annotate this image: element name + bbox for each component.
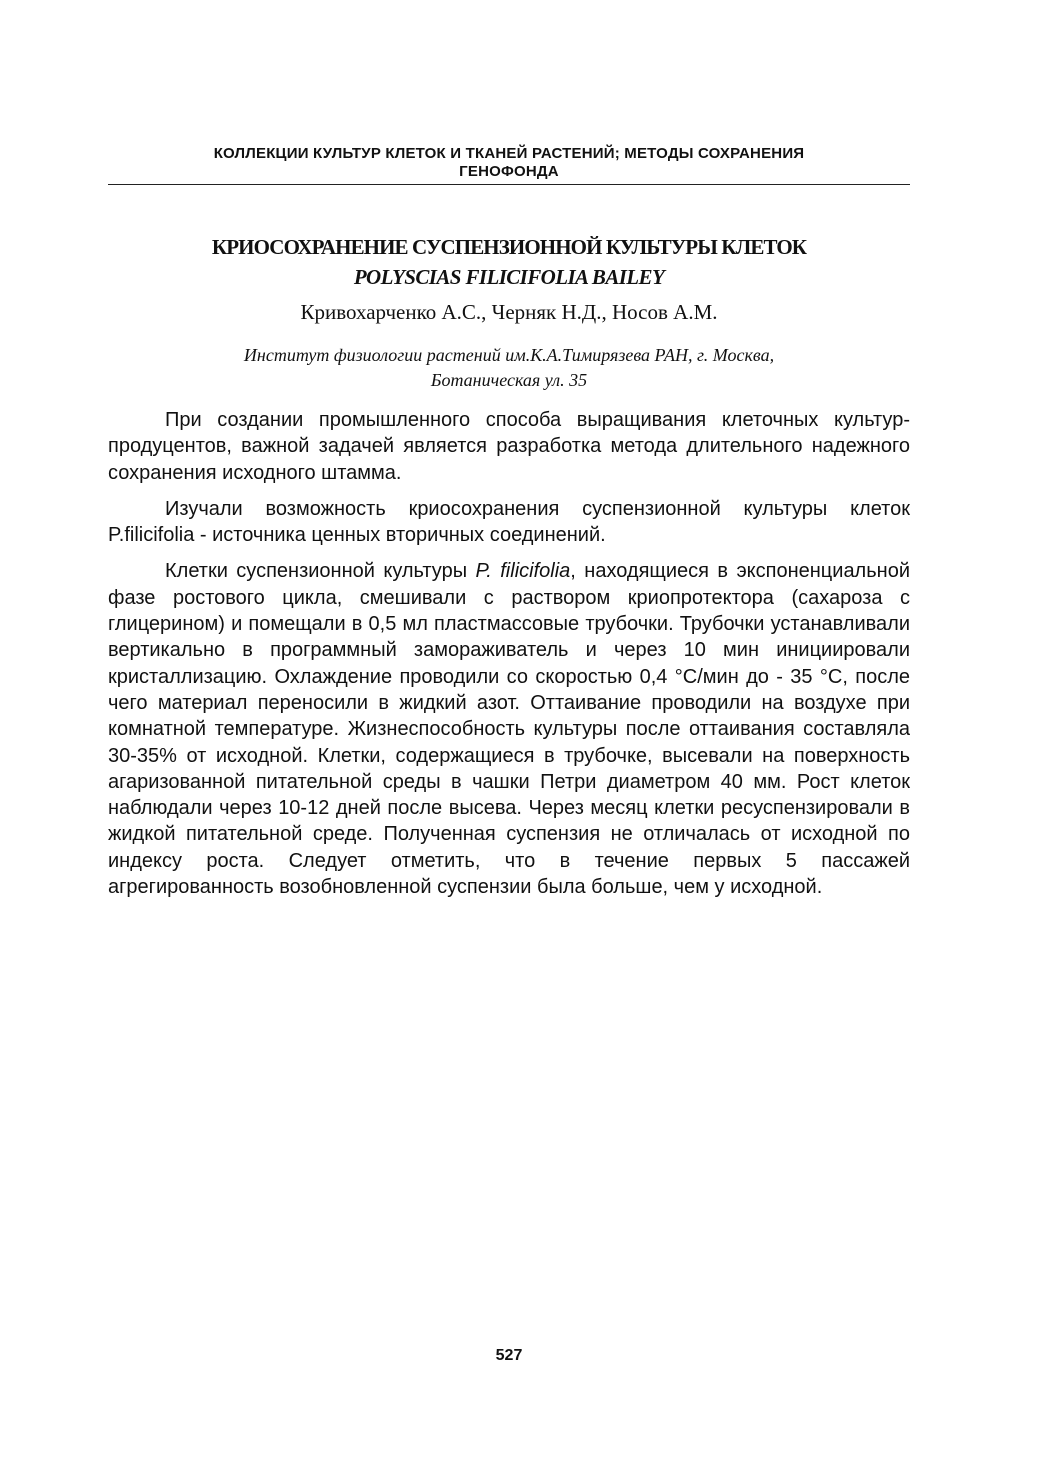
affiliation: [108, 343, 910, 393]
paragraph-3: [108, 558, 910, 900]
paragraph-3-start: Клетки суспензионной культуры: [165, 560, 476, 583]
paragraph-2: Изучали возможность криосохранения суспензионной культуры клеток P.filicifolia - источника ценных вторичных соединений.: [108, 497, 910, 547]
running-header-line-2: ГЕНОФОНДА: [459, 163, 559, 180]
title-main: КРИОСОХРАНЕНИЕ СУСПЕНЗИОННОЙ КУЛЬТУРЫ КЛЕТОК: [211, 235, 807, 259]
authors: Кривохарченко А.С., Черняк Н.Д., Носов А.М.: [300, 300, 718, 324]
header-divider: [108, 184, 910, 185]
paragraph-3-rest: , находящиеся в экспоненциальной фазе ростового цикла, смешивали с раствором криопротектора (сахароза с глицерином) и помещали в 0,5 мл пластмассовые трубочки. Трубочки устанавливали вертикально в программный замораживатель и через 10 мин инициировали кристаллизацию. Охлаждение проводили со скоростью 0,4 °С/мин до - 35 °С, после чего материал переносили в жидкий азот. Оттаивание проводили на воздухе при комнатной температуре. Жизнеспособность культуры после оттаивания составляла 30-35% от исходной. Клетки, содержащиеся в трубочке, высевали на поверхность агаризованной питательной среды в чашки Петри диаметром 40 мм. Рост клеток наблюдали через 10-12 дней после высева. Через месяц клетки ресуспензировали в жидкой питательной среде. Полученная суспензия не отличалась от исходной по индексу роста. Следует отметить, что в течение первых 5 пассажей агрегированность возобновленной суспензии была больше, чем у исходной.: [108, 560, 910, 899]
running-header: [108, 145, 910, 181]
affiliation-line-1: Институт физиологии растений им.К.А.Тимирязева РАН, г. Москва,: [243, 345, 775, 365]
article-body: [108, 407, 910, 910]
affiliation-line-2: Ботаническая ул. 35: [430, 370, 588, 390]
article-title: [108, 232, 910, 292]
species-name: P. filicifolia: [475, 560, 571, 583]
page-number: 527: [495, 1347, 523, 1364]
running-header-line-1: КОЛЛЕКЦИИ КУЛЬТУР КЛЕТОК И ТКАНЕЙ РАСТЕНИЙ; МЕТОДЫ СОХРАНЕНИЯ: [213, 145, 805, 162]
title-species: POLYSCIAS FILICIFOLIA BAILEY: [353, 265, 665, 289]
paragraph-1: При создании промышленного способа выращивания клеточных культур-продуцентов, важной задачей является разработка метода длительного надежного сохранения исходного штамма.: [108, 409, 910, 484]
